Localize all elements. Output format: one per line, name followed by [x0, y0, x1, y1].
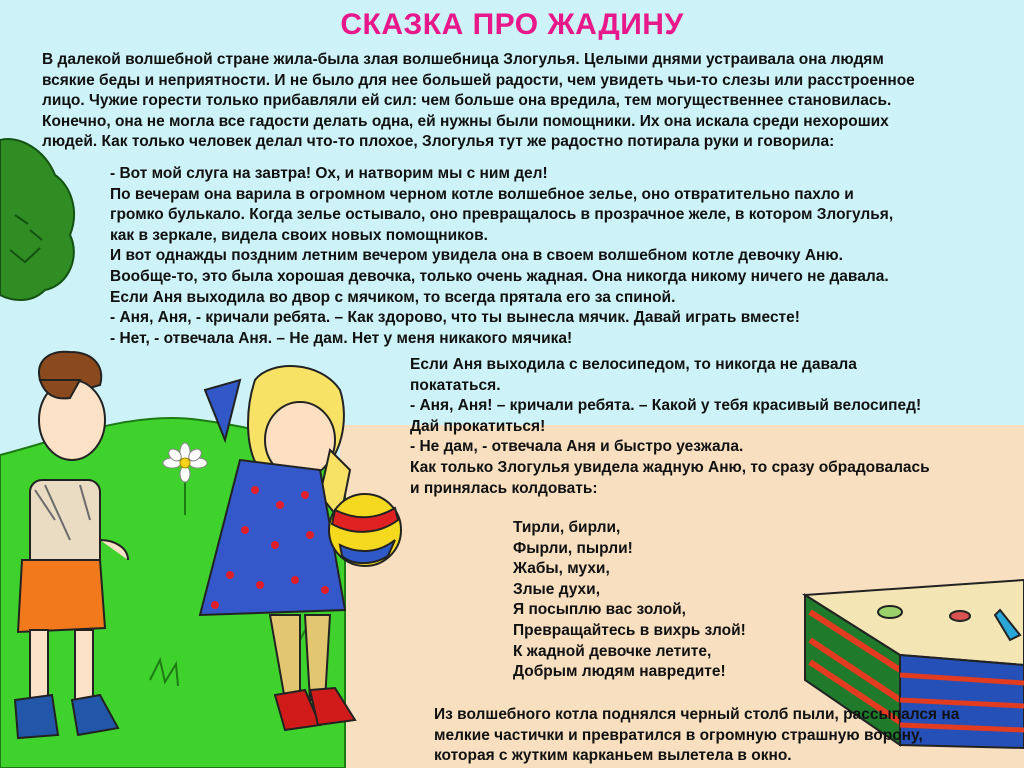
text-line: В далекой волшебной стране жила-была злая волшебница Злогулья. Целыми днями устраивала она людям [42, 51, 884, 68]
text-line: Конечно, она не могла все гадости делать одна, ей нужны были помощники. Их она искала среди нехороших [42, 112, 889, 130]
text-line: И вот однажды поздним летним вечером увидела она в своем волшебном котле девочку Аню. [110, 247, 843, 265]
story-continuation [410, 355, 930, 499]
text-line: - Не дам, - отвечала Аня и быстро уезжала. [410, 438, 744, 456]
text-line: Из волшебного котла поднялся черный столб пыли, рассыпался на [434, 706, 960, 723]
verse-line: Фырли, пырли! [513, 539, 633, 557]
verse-line: Злые духи, [513, 580, 601, 598]
text-line: - Аня, Аня! – кричали ребята. – Какой у тебя красивый велосипед! [410, 397, 922, 415]
verse-line: Жабы, мухи, [513, 560, 610, 578]
verse-line: Превращайтесь в вихрь злой! [513, 621, 746, 639]
verse-line: Я посыплю вас золой, [513, 601, 686, 619]
text-line: как в зеркале, видела своих новых помощников. [110, 226, 488, 244]
story-paragraph [110, 164, 893, 349]
text-line: которая с жутким карканьем вылетела в окно. [434, 747, 792, 765]
text-line: - Аня, Аня, - кричали ребята. – Как здорово, что ты вынесла мячик. Давай играть вместе! [110, 309, 800, 327]
text-line: По вечерам она варила в огромном черном котле волшебное зелье, оно отвратительно пахло и [110, 185, 854, 203]
page-title: СКАЗКА ПРО ЖАДИНУ [340, 8, 684, 41]
text-line: лицо. Чужие горести только прибавляли ей сил: чем больше она вредила, тем могущественнее становилась. [42, 92, 892, 110]
bush-illustration [0, 139, 74, 300]
verse-line: К жадной девочке летите, [513, 642, 712, 660]
ending-paragraph [434, 705, 959, 767]
text-line: покататься. [410, 376, 501, 394]
text-line: громко булькало. Когда зелье остывало, оно превращалось в прозрачное желе, в котором Злогулья, [110, 206, 894, 224]
text-line: Как только Злогулья увидела жадную Аню, то сразу обрадовалась [410, 458, 930, 476]
verse-line: Добрым людям навредите! [513, 663, 726, 681]
text-line: - Нет, - отвечала Аня. – Не дам. Нет у меня никакого мячика! [110, 329, 573, 347]
intro-paragraph [42, 50, 915, 153]
text-line: Дай прокатиться! [410, 417, 546, 435]
text-line: Если Аня выходила с велосипедом, то никогда не давала [410, 356, 857, 373]
spell-verse [513, 518, 746, 683]
text-line: Если Аня выходила во двор с мячиком, то всегда прятала его за спиной. [110, 288, 676, 306]
ball-illustration [329, 494, 401, 566]
text-line: людей. Как только человек делал что-то плохое, Злогулья тут же радостно потирала руки и говорила: [42, 133, 835, 151]
verse-line: Тирли, бирли, [513, 519, 621, 536]
text-line: - Вот мой слуга на завтра! Ох, и натворим мы с ним дел! [110, 165, 548, 182]
text-line: и принялась колдовать: [410, 479, 598, 497]
text-line: всякие беды и неприятности. И не было для нее большей радости, чем увидеть чьи-то слезы или расстроенное [42, 71, 915, 89]
text-line: Вообще-то, это была хорошая девочка, только очень жадная. Она никогда никому ничего не давала. [110, 267, 889, 285]
text-line: мелкие частички и превратился в огромную страшную ворону, [434, 726, 923, 744]
